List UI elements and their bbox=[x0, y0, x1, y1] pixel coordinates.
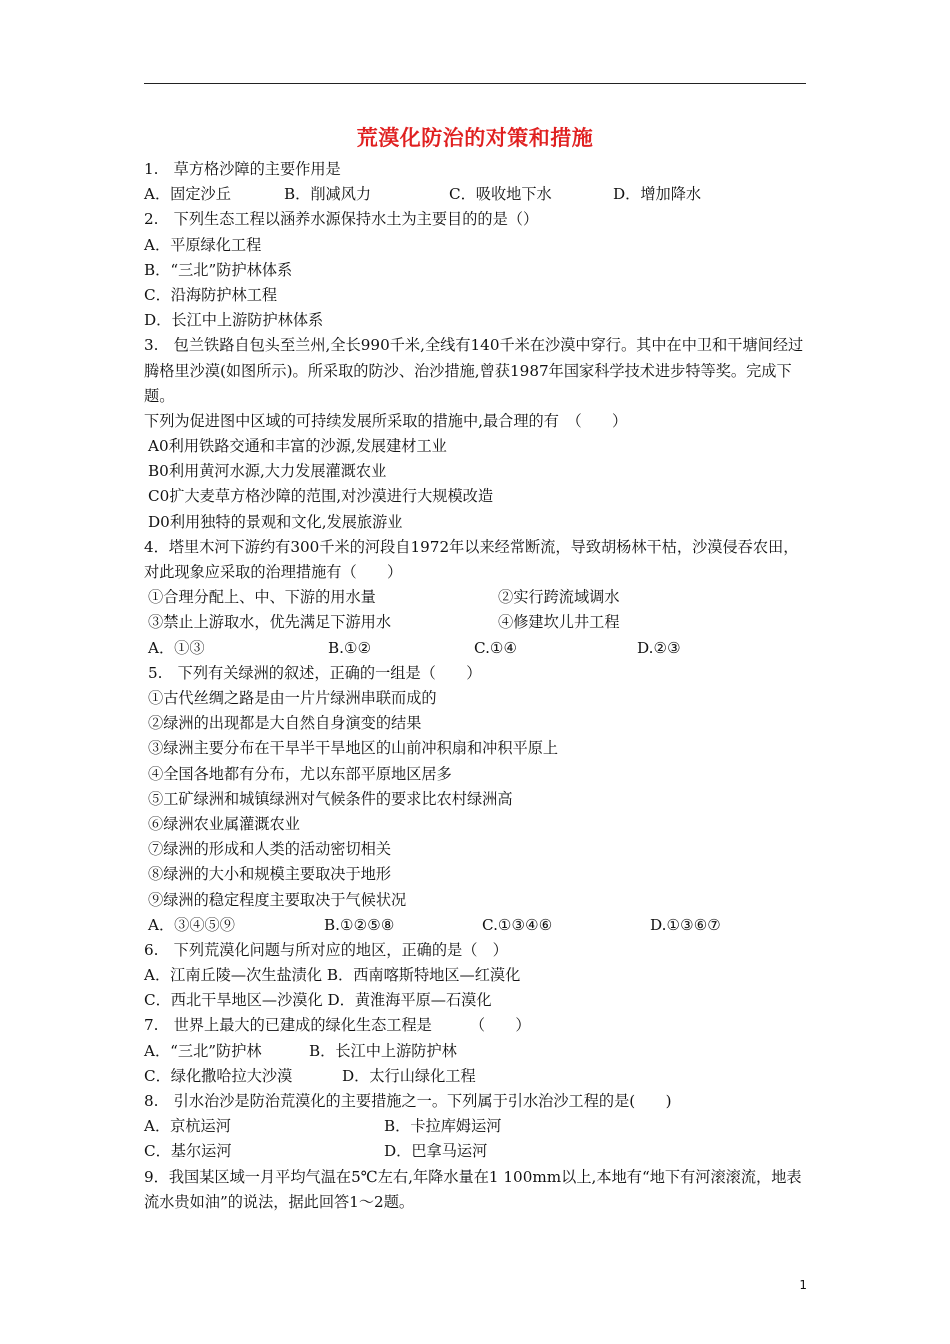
q5-item-3: ③绿洲主要分布在干旱半干旱地区的山前冲积扇和冲积平原上 bbox=[148, 739, 559, 758]
q8-option-d: D．巴拿马运河 bbox=[384, 1142, 488, 1161]
q3-option-a: A0利用铁路交通和丰富的沙源,发展建材工业 bbox=[148, 437, 447, 456]
q8-option-c: C．基尔运河 bbox=[144, 1142, 232, 1161]
q4-option-d: D.②③ bbox=[637, 638, 681, 657]
header-rule bbox=[144, 83, 806, 84]
q6-line-1: A．江南丘陵—次生盐渍化 B．西南喀斯特地区—红漠化 bbox=[144, 966, 521, 985]
q5-option-d: D.①③⑥⑦ bbox=[650, 915, 721, 934]
q2-option-c: C．沿海防护林工程 bbox=[144, 285, 278, 304]
q9-stem: 9．我国某区域一月平均气温在5℃左右,年降水量在1 100mm以上,本地有“地下有河滚滚流，地表流水贵如油”的说法，据此回答1～2题。 bbox=[144, 1167, 802, 1211]
q3-stem: 3. 包兰铁路自包头至兰州,全长990千米,全线有140千米在沙漠中穿行。其中在中卫和干塘间经过腾格里沙漠(如图所示)。所采取的防沙、治沙措施,曾获1987年国家科学技术进步特等奖。完成下题。 bbox=[144, 336, 804, 405]
q2-option-a: A．平原绿化工程 bbox=[144, 235, 262, 254]
q7-options-row2 bbox=[144, 1064, 812, 1089]
q8-option-a: A．京杭运河 bbox=[144, 1117, 231, 1136]
q4-item-4: ④修建坎儿井工程 bbox=[498, 613, 620, 632]
q4-option-a: A．①③ bbox=[148, 638, 205, 657]
q5-option-a: A．③④⑤⑨ bbox=[148, 915, 235, 934]
q4-items-row1 bbox=[144, 585, 812, 610]
q5-stem: 5. 下列有关绿洲的叙述，正确的一组是（ ） bbox=[148, 663, 482, 682]
q2-option-d: D．长江中上游防护林体系 bbox=[144, 311, 324, 330]
question-list bbox=[144, 157, 812, 1215]
q4-options bbox=[144, 636, 812, 661]
q5-item-2: ②绿洲的出现都是大自然自身演变的结果 bbox=[148, 714, 422, 733]
q7-stem: 7. 世界上最大的已建成的绿化生态工程是 （ ） bbox=[144, 1016, 531, 1035]
q4-items-row2 bbox=[144, 610, 812, 635]
q1-option-b: B．削减风力 bbox=[284, 185, 372, 204]
q5-item-6: ⑥绿洲农业属灌溉农业 bbox=[148, 814, 300, 833]
q3-option-c: C0扩大麦草方格沙障的范围,对沙漠进行大规模改造 bbox=[148, 487, 494, 506]
q7-option-c: C．绿化撒哈拉大沙漠 bbox=[144, 1066, 293, 1085]
q4-stem: 4．塔里木河下游约有300千米的河段自1972年以来经常断流，导致胡杨林干枯，沙漠侵吞农田，对此现象应采取的治理措施有（ ） bbox=[144, 537, 799, 582]
q7-option-b: B．长江中上游防护林 bbox=[309, 1041, 457, 1060]
q1-option-a: A．固定沙丘 bbox=[144, 185, 231, 204]
q4-item-1: ①合理分配上、中、下游的用水量 bbox=[148, 588, 376, 607]
q3-option-d: D0利用独特的景观和文化,发展旅游业 bbox=[148, 512, 403, 531]
q4-item-3: ③禁止上游取水，优先满足下游用水 bbox=[148, 613, 391, 632]
q3-option-b: B0利用黄河水源,大力发展灌溉农业 bbox=[148, 462, 387, 481]
q8-options-row1 bbox=[144, 1114, 812, 1139]
q7-option-d: D．太行山绿化工程 bbox=[342, 1066, 476, 1085]
q5-item-8: ⑧绿洲的大小和规模主要取决于地形 bbox=[148, 865, 391, 884]
document-title: 荒漠化防治的对策和措施 bbox=[356, 126, 594, 150]
q5-item-9: ⑨绿洲的稳定程度主要取决于气候状况 bbox=[148, 890, 407, 909]
q5-item-5: ⑤工矿绿洲和城镇绿洲对气候条件的要求比农村绿洲高 bbox=[148, 789, 513, 808]
q7-option-a: A．“三北”防护林 bbox=[144, 1041, 262, 1060]
q2-stem: 2. 下列生态工程以涵养水源保持水土为主要目的的是（） bbox=[144, 210, 539, 229]
q5-option-b: B.①②⑤⑧ bbox=[324, 915, 395, 934]
q8-options-row2 bbox=[144, 1139, 812, 1164]
q8-stem: 8. 引水治沙是防治荒漠化的主要措施之一。下列属于引水治沙工程的是( ) bbox=[144, 1092, 672, 1111]
q1-option-c: C．吸收地下水 bbox=[449, 185, 552, 204]
q5-item-4: ④全国各地都有分布，尤以东部平原地区居多 bbox=[148, 764, 452, 783]
q1-stem: 1. 草方格沙障的主要作用是 bbox=[144, 160, 341, 178]
page-number: 1 bbox=[799, 1278, 807, 1292]
q4-item-2: ②实行跨流域调水 bbox=[498, 588, 620, 607]
q5-item-7: ⑦绿洲的形成和人类的活动密切相关 bbox=[148, 840, 391, 859]
q5-option-c: C.①③④⑥ bbox=[482, 915, 553, 934]
q7-options-row1 bbox=[144, 1039, 812, 1064]
q8-option-b: B．卡拉库姆运河 bbox=[384, 1117, 502, 1136]
q3-subquestion: 下列为促进图中区域的可持续发展所采取的措施中,最合理的有 （ ） bbox=[144, 411, 628, 430]
q4-option-b: B.①② bbox=[328, 638, 372, 657]
q5-options bbox=[144, 913, 812, 938]
q5-item-1: ①古代丝绸之路是由一片片绿洲串联而成的 bbox=[148, 689, 437, 708]
q2-option-b: B．“三北”防护林体系 bbox=[144, 260, 293, 279]
q4-option-c: C.①④ bbox=[474, 638, 518, 657]
q6-stem: 6. 下列荒漠化问题与所对应的地区，正确的是（ ） bbox=[144, 940, 508, 959]
q1-options bbox=[144, 182, 812, 207]
q1-option-d: D．增加降水 bbox=[613, 185, 702, 204]
q6-line-2: C．西北干旱地区—沙漠化 D．黄淮海平原—石漠化 bbox=[144, 991, 492, 1010]
